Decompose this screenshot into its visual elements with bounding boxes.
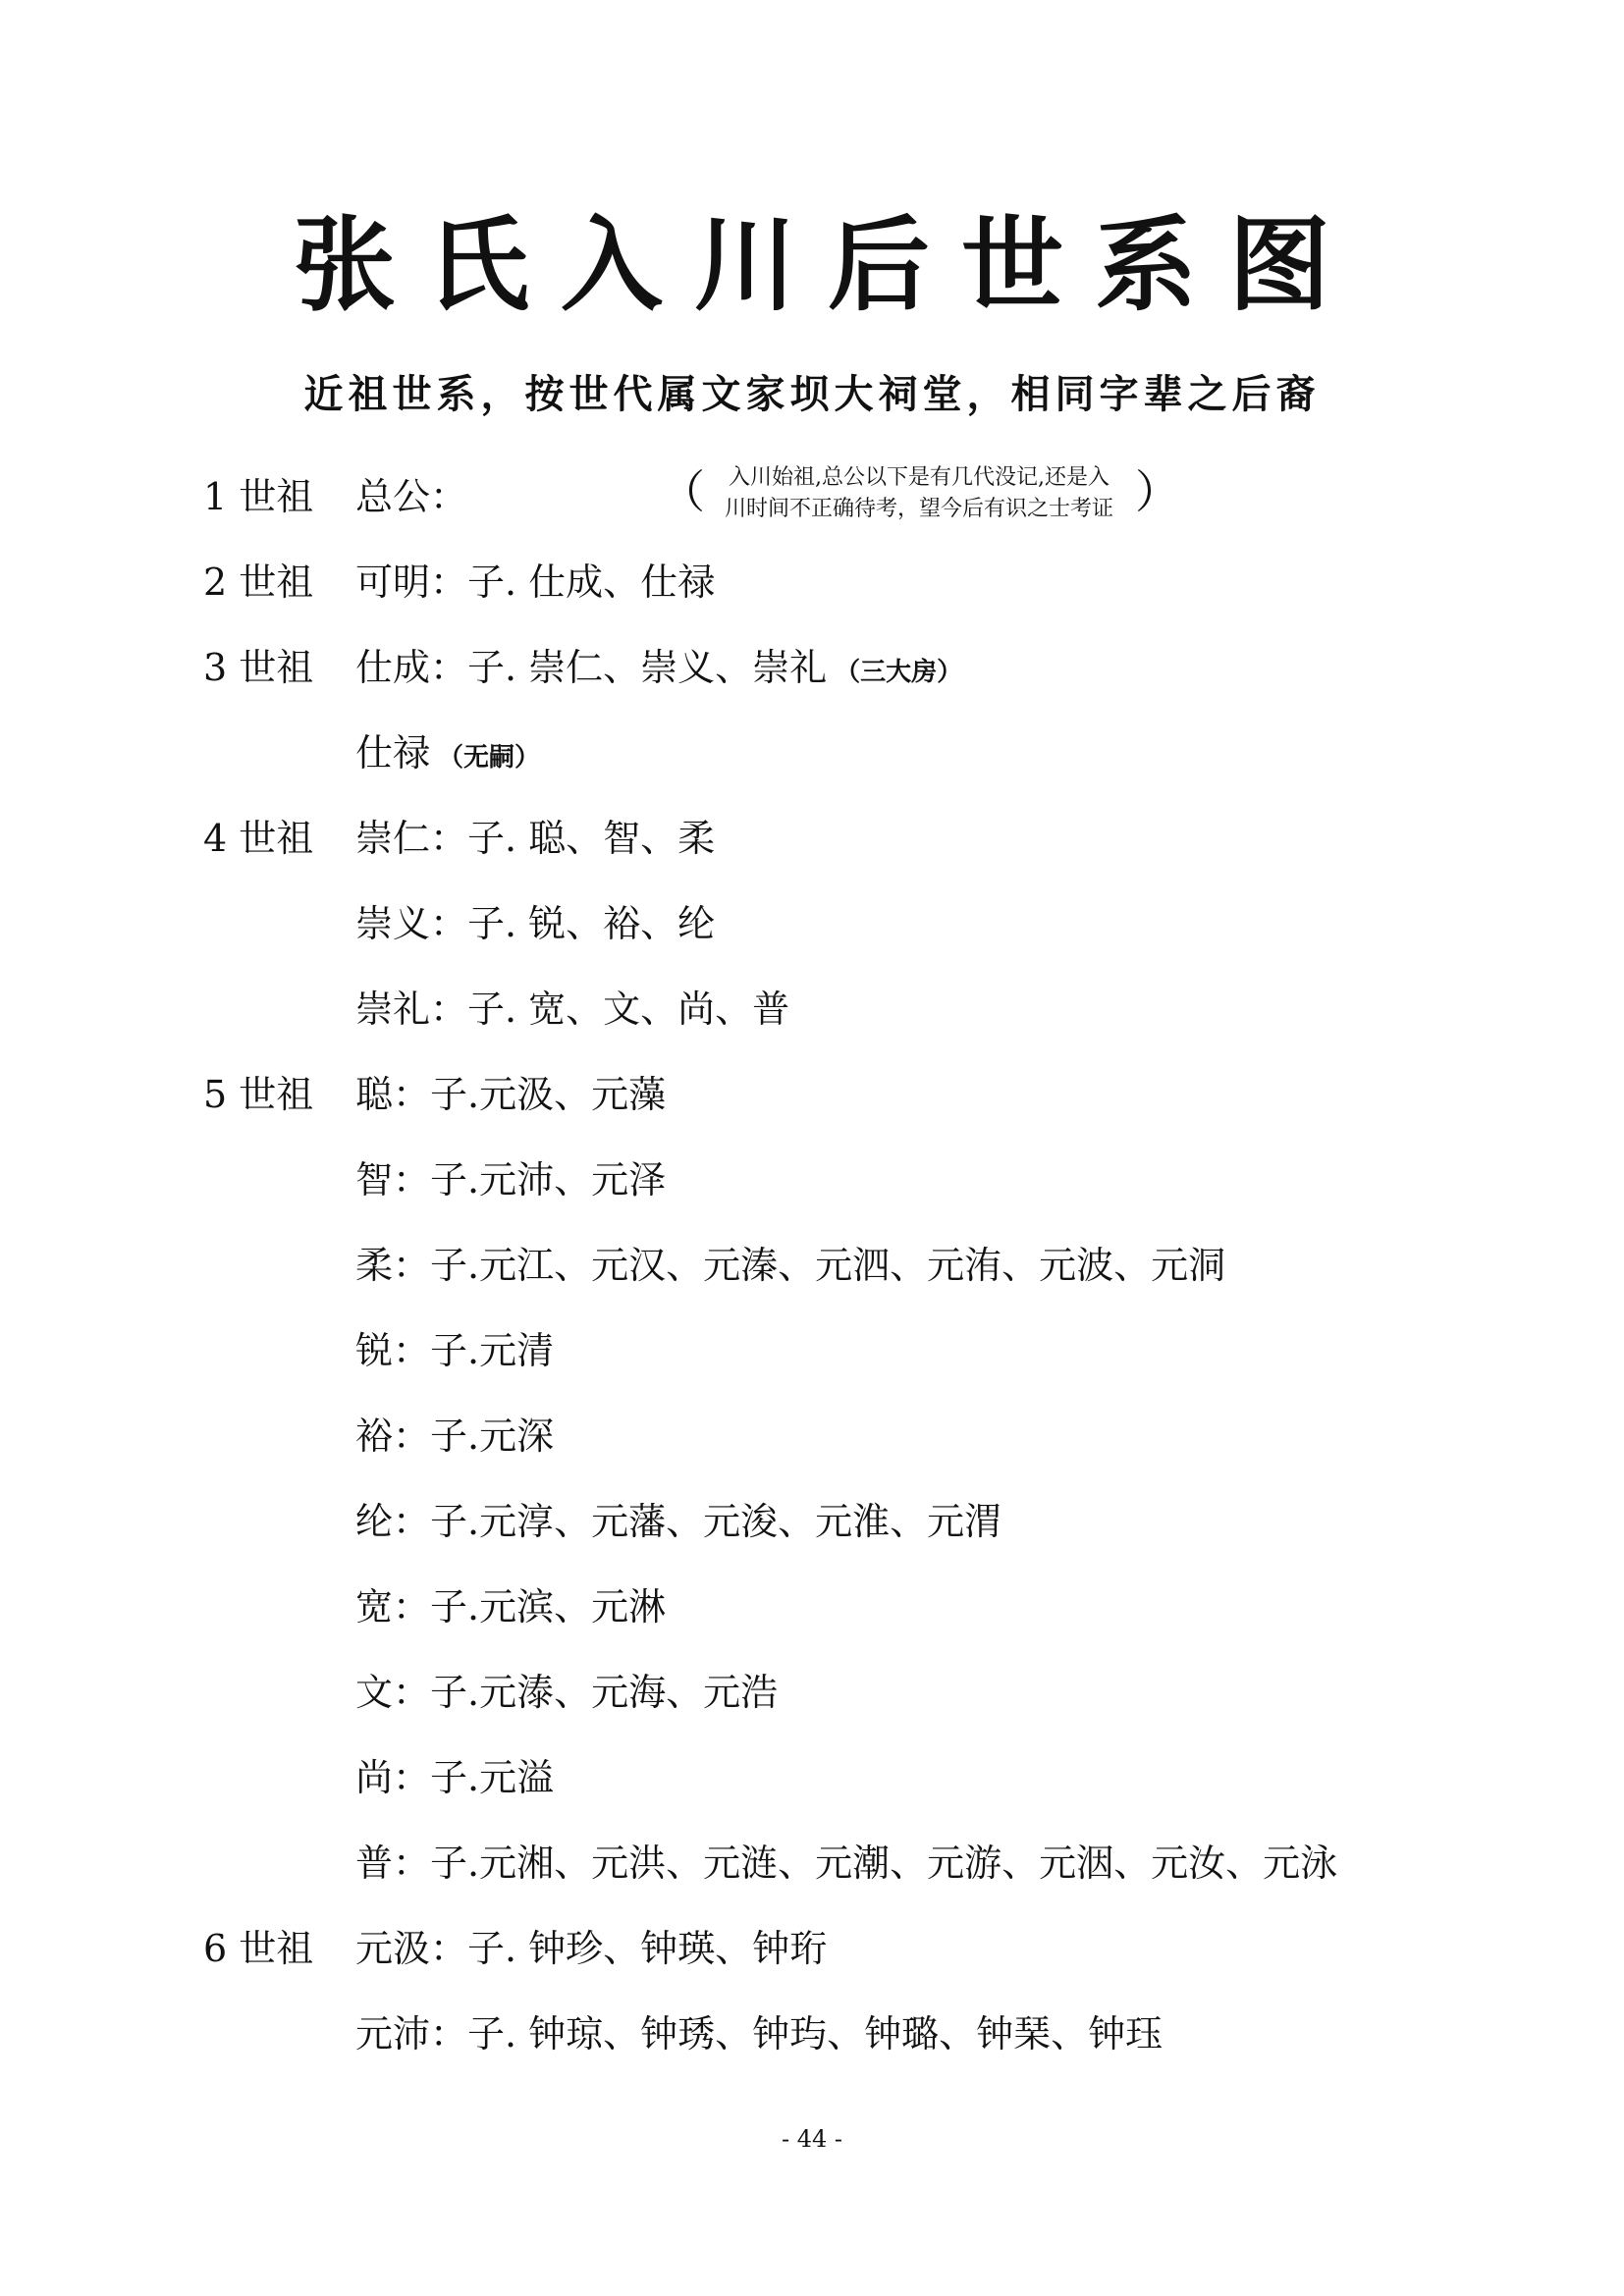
page-subtitle: 近祖世系，按世代属文家坝大祠堂，相同字辈之后裔 (303, 371, 1321, 417)
entry-text: 文：子.元溙、元海、元浩 (355, 1671, 779, 1714)
entry-text: 聪：子.元汲、元藻 (355, 1073, 667, 1116)
genealogy-entry (355, 812, 723, 870)
entry-text: 普：子.元湘、元洪、元涟、元潮、元游、元洇、元汝、元泳 (355, 1842, 1338, 1885)
entry-text: 锐：子.元清 (355, 1329, 555, 1372)
genealogy-entry (355, 1837, 1345, 1895)
genealogy-entry (355, 1410, 562, 1468)
genealogy-entry (355, 2007, 1170, 2065)
entry-text: 仕成：子. 崇仁、崇义、崇礼 (355, 646, 828, 689)
genealogy-entry (355, 641, 962, 699)
genealogy-row (0, 1751, 1624, 1804)
genealogy-row (0, 1068, 1624, 1121)
entry-text: 宽：子.元滨、元淋 (355, 1585, 667, 1629)
entry-text: 崇礼：子. 宽、文、尚、普 (355, 988, 790, 1031)
entry-text: 元沛：子. 钟琼、钟琇、钟玙、钟璐、钟琹、钟珏 (355, 2012, 1164, 2056)
entry-text: 元汲：子. 钟珍、钟瑛、钟珩 (355, 1927, 828, 1970)
genealogy-entry (355, 1495, 1009, 1553)
entry-text: 仕禄 (355, 731, 431, 774)
genealogy-row (0, 2007, 1624, 2060)
genealogy-row (0, 641, 1624, 694)
entry-text: 柔：子.元江、元汉、元溱、元泗、元洧、元波、元洞 (355, 1244, 1226, 1287)
genealogy-row (0, 812, 1624, 865)
genealogy-entry (355, 983, 797, 1041)
entry-text: 裕：子.元深 (355, 1415, 555, 1458)
entry-text: 尚：子.元溢 (355, 1756, 555, 1799)
genealogy-entry (355, 1068, 674, 1126)
genealogy-entry (355, 1324, 562, 1382)
generation-label: 3 世祖 (203, 646, 314, 689)
genealogy-entry (355, 1922, 835, 1980)
entry-text: 智：子.元沛、元泽 (355, 1158, 667, 1201)
entry-text: 可明：子. 仕成、仕禄 (355, 561, 716, 604)
generation-label: 1 世祖 (203, 475, 314, 518)
note-open-paren: （ (660, 465, 705, 518)
entry-note: （三大房） (835, 658, 963, 687)
genealogy-entry (355, 726, 540, 784)
genealogy-row (0, 1922, 1624, 1975)
note-line-2: 川时间不正确待考，望今后有识之士考证 (724, 497, 1113, 521)
note-line-1: 入川始祖,总公以下是有几代没记,还是入 (729, 465, 1110, 490)
genealogy-row (0, 1324, 1624, 1377)
genealogy-entry (355, 1666, 785, 1724)
entry-text: 崇义：子. 锐、裕、纶 (355, 902, 716, 945)
entry-text: 总公： (355, 475, 468, 518)
generation-label: 4 世祖 (203, 817, 314, 860)
genealogy-entry (355, 470, 475, 528)
entry-text: 崇仁：子. 聪、智、柔 (355, 817, 716, 860)
genealogy-row (0, 556, 1624, 609)
genealogy-row (0, 1837, 1624, 1890)
genealogy-row (0, 1239, 1624, 1292)
generation-label: 6 世祖 (203, 1927, 314, 1970)
genealogy-row (0, 1495, 1624, 1548)
genealogy-row (0, 1666, 1624, 1719)
genealogy-row (0, 1580, 1624, 1633)
genealogy-entry (355, 1153, 674, 1211)
genealogy-row (0, 983, 1624, 1036)
genealogy-entry (355, 1751, 562, 1809)
genealogy-entry (355, 1580, 674, 1638)
entry-note: （无嗣） (438, 743, 541, 773)
genealogy-row (0, 897, 1624, 950)
page-title: 张氏入川后世系图 (293, 204, 1362, 325)
page-number: - 44 - (781, 2125, 842, 2153)
genealogy-row (0, 726, 1624, 779)
genealogy-row (0, 465, 1624, 523)
genealogy-entry (355, 1239, 1233, 1297)
note-close-paren: ） (1135, 465, 1180, 518)
entry-text: 纶：子.元淳、元藩、元浚、元淮、元渭 (355, 1500, 1002, 1543)
generation-label: 2 世祖 (203, 561, 314, 604)
genealogy-entry (355, 556, 723, 614)
genealogy-row (0, 1153, 1624, 1206)
genealogy-row (0, 1410, 1624, 1463)
generation-label: 5 世祖 (203, 1073, 314, 1116)
genealogy-entry (355, 897, 723, 955)
